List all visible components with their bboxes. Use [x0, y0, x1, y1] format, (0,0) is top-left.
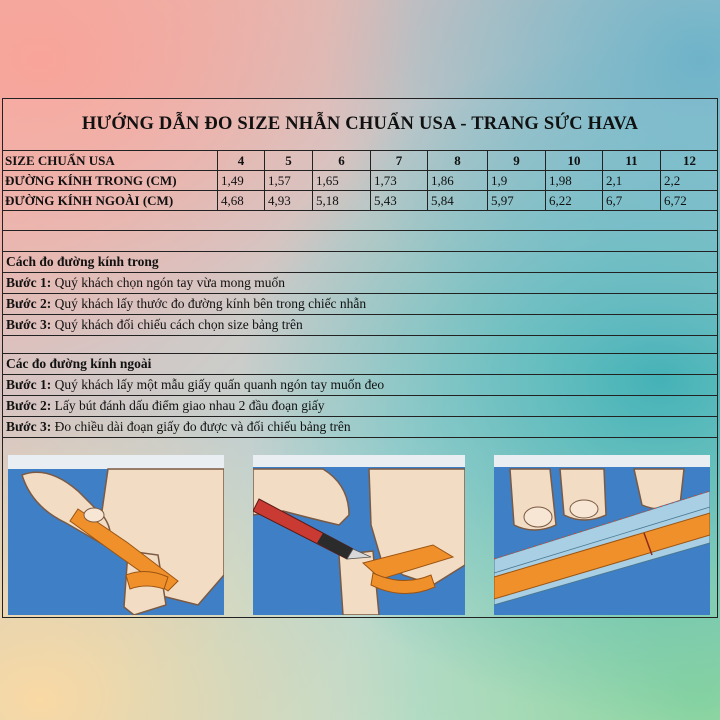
value-cell: 1,98	[545, 171, 602, 191]
size-cell: 8	[427, 151, 487, 171]
value-cell: 6,72	[660, 191, 718, 211]
size-cell: 6	[312, 151, 370, 171]
size-cell: 5	[264, 151, 312, 171]
inner-step-2	[2, 293, 718, 314]
inner-diameter-row	[2, 170, 718, 191]
value-cell: 6,7	[602, 191, 660, 211]
size-cell: 4	[217, 151, 264, 171]
step-label: Bước 1:	[6, 275, 52, 290]
value-cell: 1,65	[312, 171, 370, 191]
outer-section-heading: Các đo đường kính ngoài	[2, 353, 718, 374]
illustration-measure-ruler	[494, 455, 710, 615]
value-cell: 1,9	[487, 171, 545, 191]
size-cell: 9	[487, 151, 545, 171]
value-cell: 5,43	[370, 191, 427, 211]
empty-line	[2, 335, 718, 354]
value-cell: 1,86	[427, 171, 487, 191]
row-label: ĐƯỜNG KÍNH NGOÀI (CM)	[5, 193, 174, 208]
size-cell: 11	[602, 151, 660, 171]
value-cell: 2,2	[660, 171, 718, 191]
value-cell: 4,93	[264, 191, 312, 211]
step-label: Bước 3:	[6, 419, 52, 434]
empty-line	[2, 230, 718, 251]
step-text: Quý khách lấy một mẫu giấy quấn quanh ngón tay muốn đeo	[54, 377, 385, 392]
row-label: SIZE CHUẨN USA	[5, 153, 115, 168]
mark-pen-illustration	[253, 455, 465, 615]
page-title: HƯỚNG DẪN ĐO SIZE NHẪN CHUẨN USA - TRANG SỨC HAVA	[81, 114, 639, 134]
outer-step-1	[2, 374, 718, 395]
value-cell: 1,57	[264, 171, 312, 191]
value-cell: 5,97	[487, 191, 545, 211]
value-cell: 5,84	[427, 191, 487, 211]
inner-section-heading: Cách đo đường kính trong	[2, 251, 718, 272]
step-text: Quý khách đối chiếu cách chọn size bảng trên	[54, 317, 303, 332]
inner-step-1	[2, 272, 718, 293]
measure-ruler-illustration	[494, 455, 710, 615]
inner-step-3	[2, 314, 718, 335]
outer-diameter-row	[2, 190, 718, 211]
size-cell: 7	[370, 151, 427, 171]
step-label: Bước 3:	[6, 317, 52, 332]
size-row	[2, 150, 718, 171]
value-cell: 4,68	[217, 191, 264, 211]
step-text: Quý khách lấy thước đo đường kính bên trong chiếc nhẫn	[54, 296, 367, 311]
step-text: Đo chiều dài đoạn giấy đo được và đối chiếu bảng trên	[54, 419, 351, 434]
step-label: Bước 2:	[6, 296, 52, 311]
outer-step-3	[2, 416, 718, 437]
value-cell: 1,73	[370, 171, 427, 191]
illustration-mark-pen	[253, 455, 465, 615]
step-text: Quý khách chọn ngón tay vừa mong muốn	[54, 275, 285, 290]
section-divider	[2, 437, 718, 438]
value-cell: 6,22	[545, 191, 602, 211]
step-label: Bước 2:	[6, 398, 52, 413]
value-cell: 2,1	[602, 171, 660, 191]
table-bottom-border	[2, 210, 718, 212]
row-label: ĐƯỜNG KÍNH TRONG (CM)	[5, 173, 177, 188]
step-text: Lấy bút đánh dấu điểm giao nhau 2 đầu đoạn giấy	[54, 398, 325, 413]
outer-step-2	[2, 395, 718, 416]
step-label: Bước 1:	[6, 377, 52, 392]
size-cell: 12	[660, 151, 718, 171]
illustration-wrap-paper	[8, 455, 224, 615]
size-cell: 10	[545, 151, 602, 171]
wrap-paper-illustration	[8, 455, 224, 615]
value-cell: 5,18	[312, 191, 370, 211]
value-cell: 1,49	[217, 171, 264, 191]
